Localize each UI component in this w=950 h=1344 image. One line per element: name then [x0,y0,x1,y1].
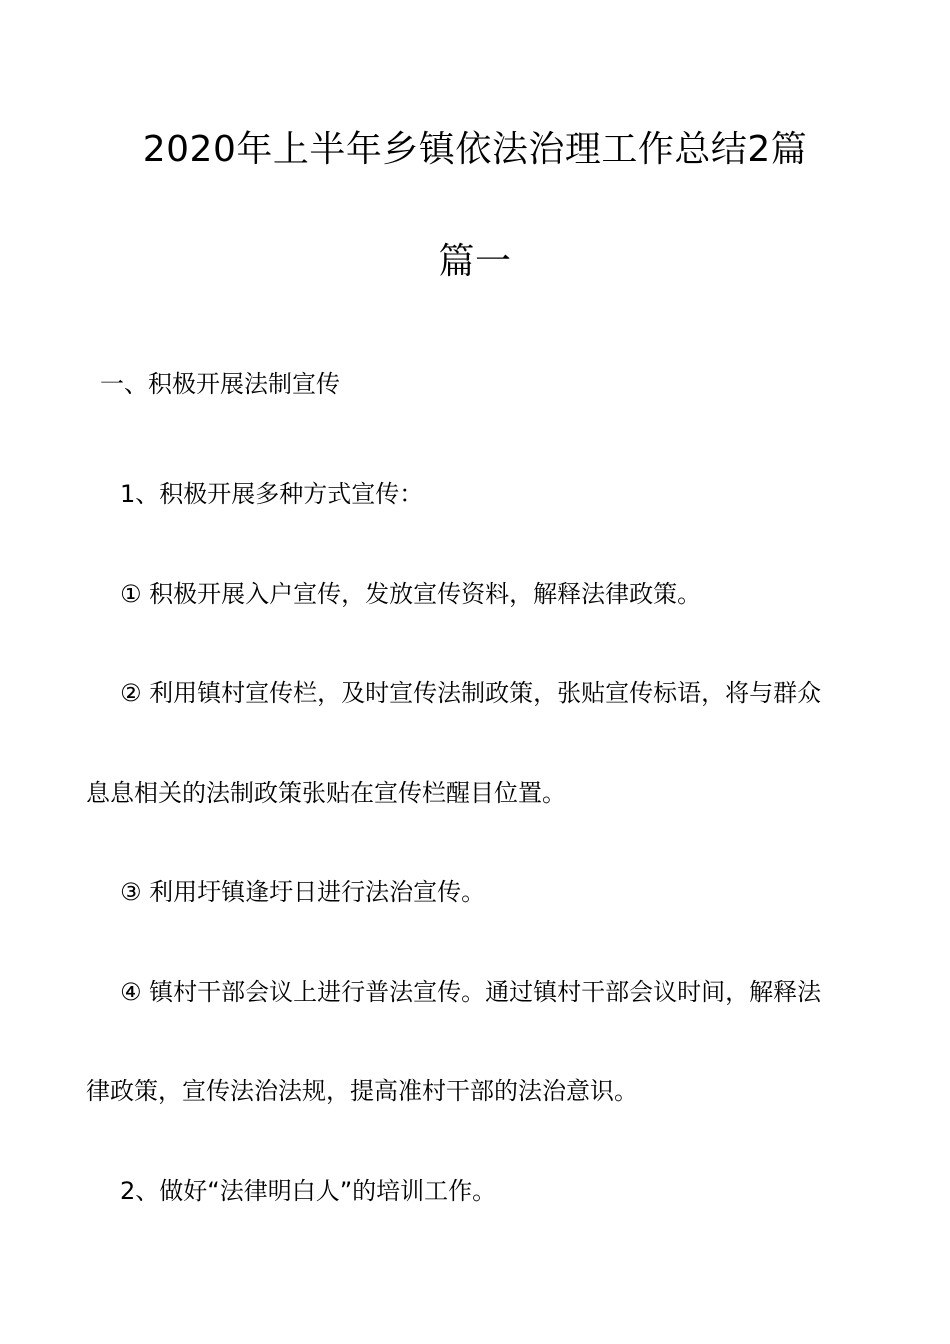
document-title: 2020年上半年乡镇依法治理工作总结2篇 [142,129,808,170]
point-4-line-1: ④ 镇村干部会议上进行普法宣传。通过镇村干部会议时间，解释法 [120,978,822,1006]
point-1: ① 积极开展入户宣传，发放宣传资料，解释法律政策。 [120,580,702,608]
section-heading: 一、积极开展法制宣传 [100,370,340,398]
item1-heading: 1、积极开展多种方式宣传： [120,480,424,508]
point-3: ③ 利用圩镇逢圩日进行法治宣传。 [120,878,486,906]
document-subtitle: 篇一 [438,241,512,282]
item2-heading: 2、做好“法律明白人”的培训工作。 [120,1177,497,1205]
point-2-line-1: ② 利用镇村宣传栏，及时宣传法制政策，张贴宣传标语，将与群众 [120,679,822,707]
point-2-line-2: 息息相关的法制政策张贴在宣传栏醒目位置。 [86,779,566,807]
point-4-line-2: 律政策，宣传法治法规，提高准村干部的法治意识。 [86,1077,638,1105]
